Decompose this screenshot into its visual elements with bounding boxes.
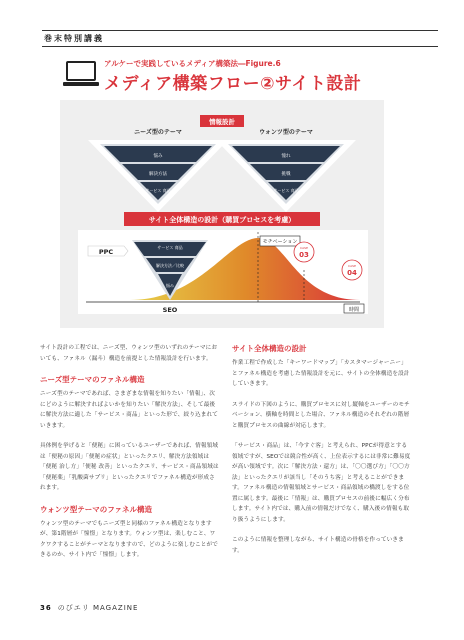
wants-step-1: 憧れ — [281, 154, 291, 159]
needs-step-1: 悩み — [153, 154, 163, 159]
right-column — [232, 343, 412, 566]
section-header-bar — [42, 30, 438, 47]
needs-step-3: サービス 商品 — [145, 188, 171, 193]
intro-paragraph: サイト設計の工程では、ニーズ型、ウォンツ型のいずれのテーマにおいても、ファネル（漏斗）構造を前提とした情報設計を行います。 — [40, 345, 218, 362]
wants-step-2: 挑戦 — [281, 172, 291, 177]
time-label: 時間 — [348, 307, 360, 313]
page-number: 36 — [40, 604, 52, 612]
lower-step-2: 解決方法／比較 — [156, 263, 184, 268]
site-paragraph-4: このように情報を整理しながら、サイト構造の骨格を作っていきます。 — [232, 537, 404, 554]
section-label: 巻末特別講義 — [44, 34, 104, 43]
ppc-label: PPC — [98, 248, 114, 256]
page-footer — [40, 603, 138, 613]
motivation-label: モチベーション — [262, 239, 298, 245]
site-heading: サイト全体構造の設計 — [232, 344, 307, 353]
wants-heading: ウォンツ型テーマのファネル構造 — [40, 504, 153, 514]
site-paragraph-2: スライドの下図のように、購買プロセスに対し縦軸をユーザーのモチベーション、横軸を時間とした場合、ファネル構造のそれぞれの階層と購買プロセスの曲線が対応します。 — [232, 401, 410, 429]
needs-theme-label: ニーズ型のテーマ — [134, 129, 182, 136]
info-design-label: 情報設計 — [209, 118, 235, 126]
lower-step-3: 悩み — [166, 283, 174, 288]
wants-step-3: サービス 商品 — [273, 188, 299, 193]
site-paragraph-3: 「サービス・商品」は、「今すぐ客」と考えられ、PPCが得意とする領域ですが、SEOでは競合性が高く、上位表示するには非常に難易度が高い領域です。次に「解決方法・還方」は、「〇〇選び方」「〇〇方法」といったクエリが該当し「そのうち客」と考えることができます。ファネル構造の情報領域とサービス・商品領域の橋渡しをする位置に属します。最後に「情報」は、購買プロセスの前後に幅広く分布します。サイト内では、購入前の情報だけでなく、購入後の情報も取り扱うようにします。 — [232, 443, 411, 523]
seo-label: SEO — [162, 306, 178, 314]
needs-step-2: 解決方法 — [149, 172, 167, 177]
case-b-number: 04 — [347, 269, 357, 277]
site-structure-label: サイト全体構造の設計（購買プロセスを考慮） — [148, 216, 296, 224]
wants-theme-label: ウォンツ型のテーマ — [259, 129, 313, 136]
needs-paragraph-2: 具体例を挙げると「便秘」に困っているユーザーであれば、情報領域は「便秘の原因」「便秘の症状」といったクエリ、解決方法領域は「便秘 治し方」「便秘 改善」といったクエリ、サービス・商品領域は「便秘薬」「乳酸菌サプリ」といったクエリでファネル構造が形成されます。 — [40, 443, 219, 491]
left-column — [40, 343, 220, 571]
case-b-label: CASE — [348, 264, 356, 268]
flow-diagram — [60, 100, 384, 328]
lower-step-1: サービス 商品 — [157, 245, 183, 250]
figure-subtitle: アルケーで実践しているメディア構築法―Figure.6 — [104, 59, 281, 68]
laptop-icon — [62, 60, 100, 90]
case-a-number: 03 — [299, 251, 309, 259]
case-a-label: CASE — [300, 246, 308, 250]
figure-title: メディア構築フロー②サイト設計 — [104, 74, 362, 94]
needs-heading: ニーズ型テーマのファネル構造 — [40, 375, 145, 384]
magazine-name: のびエリ MAGAZINE — [57, 604, 139, 612]
site-paragraph-1: 作業工程で作成した「キーワードマップ」「カスタマージャーニー」とファネル構造を考慮した情報設計を元に、サイトの全体構造を設計していきます。 — [232, 360, 410, 387]
wants-paragraph-1: ウォンツ型のテーマでもニーズ型と同様のファネル構造となりますが、第1階層が「憧憬」となります。ウォンツ型は、楽しむこと、ワクワクすることがテーマとなりますので、どのように楽しむことができるのか、サイト内で「憧憬」します。 — [40, 520, 218, 558]
needs-paragraph-1: ニーズ型のテーマであれば、さまざまな情報を知りたい「情報」、次にどのように解決すればよいかを知りたい「解決方法」、そして最後に解決方法に適した「サービス・商品」といった形で、絞り込まれていきます。 — [40, 391, 218, 429]
